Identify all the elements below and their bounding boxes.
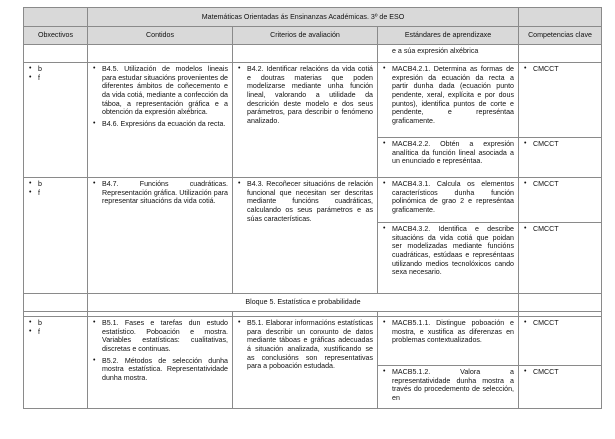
standard-cell: • MACB4.2.2. Obtén a expresión analítica da función lineal asociada a un enunciado e represéntaa. (378, 138, 519, 178)
header-objectives: Obxectivos (24, 27, 88, 45)
contents-cell: • B4.7. Funcións cuadráticas. Representación gráfica. Utilización para representar situacións da vida cotiá. (88, 178, 233, 294)
competence-cell: • CMCCT (519, 366, 602, 409)
competence-cell: • CMCCT (519, 178, 602, 223)
criteria-cell: • B4.3. Recoñecer situacións de relación funcional que necesitan ser descritas mediante funcións cuadráticas, calculando os seus parámetros e as súas características. (233, 178, 378, 294)
header-criteria: Criterios de avaliación (233, 27, 378, 45)
competence-cell: • CMCCT (519, 138, 602, 178)
competence-cell: • CMCCT (519, 317, 602, 366)
objectives-cell: • b • f (24, 317, 88, 409)
objectives-cell: • b • f (24, 63, 88, 178)
competence-cell: • CMCCT (519, 63, 602, 138)
standard-cell: • MACB5.1.2. Valora a representatividade dunha mostra a través do procedemento de selección, en (378, 366, 519, 409)
continued-standard: e a súa expresión alxébrica (378, 45, 519, 63)
criteria-cell: • B5.1. Elaborar informacións estatísticas para describir un conxunto de datos mediante táboas e gráficas adecuadas á situación analizada, xustificando se as conclusións son representativas para a poboación estudada. (233, 317, 378, 409)
header-contents: Contidos (88, 27, 233, 45)
block5-title: Bloque 5. Estatística e probabilidade (88, 294, 519, 312)
contents-cell: • B5.1. Fases e tarefas dun estudo estatístico. Poboación e mostra. Variables estatísticas: cualitativas, discretas e continuas. • B5.2. Métodos de selección dunha mostra estatística. Representatividade dunha mostra. (88, 317, 233, 409)
curriculum-table (23, 7, 602, 409)
criteria-cell: • B4.2. Identificar relacións da vida cotiá e doutras materias que poden modelizarse mediante unha función lineal, valorando a utilidade da descrición deste modelo e dos seus parámetros, para describir o fenómeno analizado. (233, 63, 378, 178)
table-row (24, 63, 602, 138)
standard-cell: • MACB4.3.1. Calcula os elementos característicos dunha función polinómica de grao 2 e represéntaa graficamente. (378, 178, 519, 223)
header-competences: Competencias clave (519, 27, 602, 45)
standard-cell: • MACB4.3.2. Identifica e describe situacións da vida cotiá que poidan ser modelizadas mediante funcións cuadráticas, estúdaas e represéntaas utilizando medios tecnolóxicos cando sexa necesario. (378, 223, 519, 294)
table-row-continuation (24, 45, 602, 63)
standard-cell: • MACB4.2.1. Determina as formas de expresión da ecuación da recta a partir dunha dada (ecuación punto pendente, xeral, explícita e por dous puntos), identifica puntos de corte e pendente, e represéntaa graficamente. (378, 63, 519, 138)
contents-cell: • B4.5. Utilización de modelos lineais para estudar situacións provenientes de diferentes ámbitos de coñecemento e da vida cotiá, mediante a confección da táboa, a representación gráfica e a obtención da expresión alxébrica. • B4.6. Expresións da ecuación da recta. (88, 63, 233, 178)
table-row (24, 317, 602, 366)
header-standards: Estándares de aprendizaxe (378, 27, 519, 45)
table-title: Matemáticas Orientadas ás Ensinanzas Académicas. 3º de ESO (88, 8, 519, 27)
table-header-row (24, 27, 602, 45)
competence-cell: • CMCCT (519, 223, 602, 294)
table-row (24, 178, 602, 223)
objectives-cell: • b • f (24, 178, 88, 294)
standard-cell: • MACB5.1.1. Distingue poboación e mostra, e xustifica as diferenzas en problemas contextualizados. (378, 317, 519, 366)
block-title-row (24, 294, 602, 312)
table-title-row (24, 8, 602, 27)
